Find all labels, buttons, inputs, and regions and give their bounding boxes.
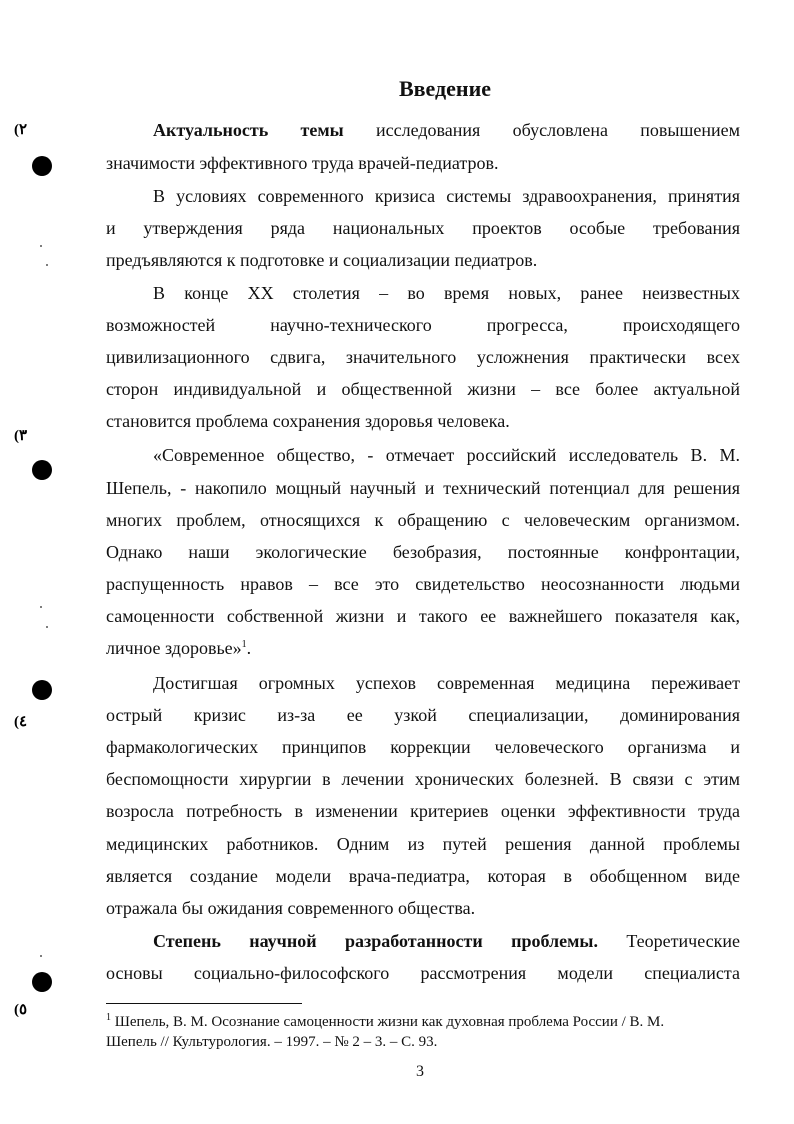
text-line: значимости эффективного труда врачей-педиатров. — [106, 153, 499, 173]
text-line: Однако наши экологические безобразия, постоянные конфронтации, — [106, 542, 740, 562]
text-line: предъявляются к подготовке и социализации педиатров. — [106, 250, 538, 270]
scan-speck — [40, 606, 42, 608]
footnote-text: $^1$ Шепель, В. М. Осознание самоценности жизни как духовная проблема России / В. М. — [106, 1012, 665, 1030]
scan-speck — [40, 955, 42, 957]
page-number: 3 — [416, 1063, 424, 1080]
scan-speck — [46, 626, 48, 628]
text-line: возросла потребность в изменении критериев оценки эффективности труда — [106, 801, 740, 821]
scan-speck — [40, 245, 42, 247]
text-line: сторон индивидуальной и общественной жизни – все более актуальной — [106, 379, 740, 399]
text-line: В конце XX столетия – во время новых, ранее неизвестных — [153, 283, 740, 303]
text-line: самоценности собственной жизни и такого ее важнейшего показателя как, — [106, 606, 740, 626]
punch-hole-icon — [32, 156, 52, 176]
footnote-divider — [106, 1003, 302, 1004]
text-line: В условиях современного кризиса системы здравоохранения, принятия — [153, 186, 740, 206]
text-line: становится проблема сохранения здоровья человека. — [106, 411, 510, 431]
text-line: беспомощности хирургии в лечении хронических болезней. В связи с этим — [106, 769, 740, 789]
text-line: и утверждения ряда национальных проектов особые требования — [106, 218, 740, 238]
text-line: личное здоровье»$^1$. — [106, 638, 252, 658]
margin-mark: (٤ — [14, 714, 28, 730]
punch-hole-icon — [32, 972, 52, 992]
text-line: отражала бы ожидания современного общества. — [106, 898, 476, 918]
scan-speck — [46, 264, 48, 266]
text-line: фармакологических принципов коррекции человеческого организма и — [106, 737, 740, 757]
text-line: Достигшая огромных успехов современная медицина переживает — [153, 673, 740, 693]
text-line: «Современное общество, - отмечает российский исследователь В. М. — [153, 445, 740, 465]
punch-hole-icon — [32, 460, 52, 480]
footnote-ref[interactable]: 1 — [241, 639, 247, 650]
text-line: Актуальность темы исследования обусловлена повышением — [153, 120, 740, 140]
text-line: острый кризис из-за ее узкой специализации, доминирования — [106, 705, 740, 725]
text-line: цивилизационного сдвига, значительного усложнения практически всех — [106, 347, 740, 367]
margin-mark: (٢ — [14, 122, 28, 138]
text-line: многих проблем, относящихся к обращению с человеческим организмом. — [106, 510, 740, 530]
text-line: основы социально-философского рассмотрения модели специалиста — [106, 963, 740, 983]
footnote-text: Шепель // Культурология. – 1997. – № 2 – 3. – С. 93. — [106, 1034, 438, 1050]
text-line: Шепель, - накопило мощный научный и технический потенциал для решения — [106, 478, 740, 498]
punch-hole-icon — [32, 680, 52, 700]
text-line: медицинских работников. Одним из путей решения данной проблемы — [106, 834, 740, 854]
margin-mark: (٥ — [14, 1002, 28, 1018]
text-line: Степень научной разработанности проблемы. Теоретические — [153, 931, 740, 951]
margin-mark: (٣ — [14, 428, 28, 444]
text-line: возможностей научно-технического прогресса, происходящего — [106, 315, 740, 335]
text-line: является создание модели врача-педиатра, которая в обобщенном виде — [106, 866, 740, 886]
page-title: Введение — [398, 76, 492, 101]
text-line: распущенность нравов – все это свидетельство неосознанности людьми — [106, 574, 740, 594]
